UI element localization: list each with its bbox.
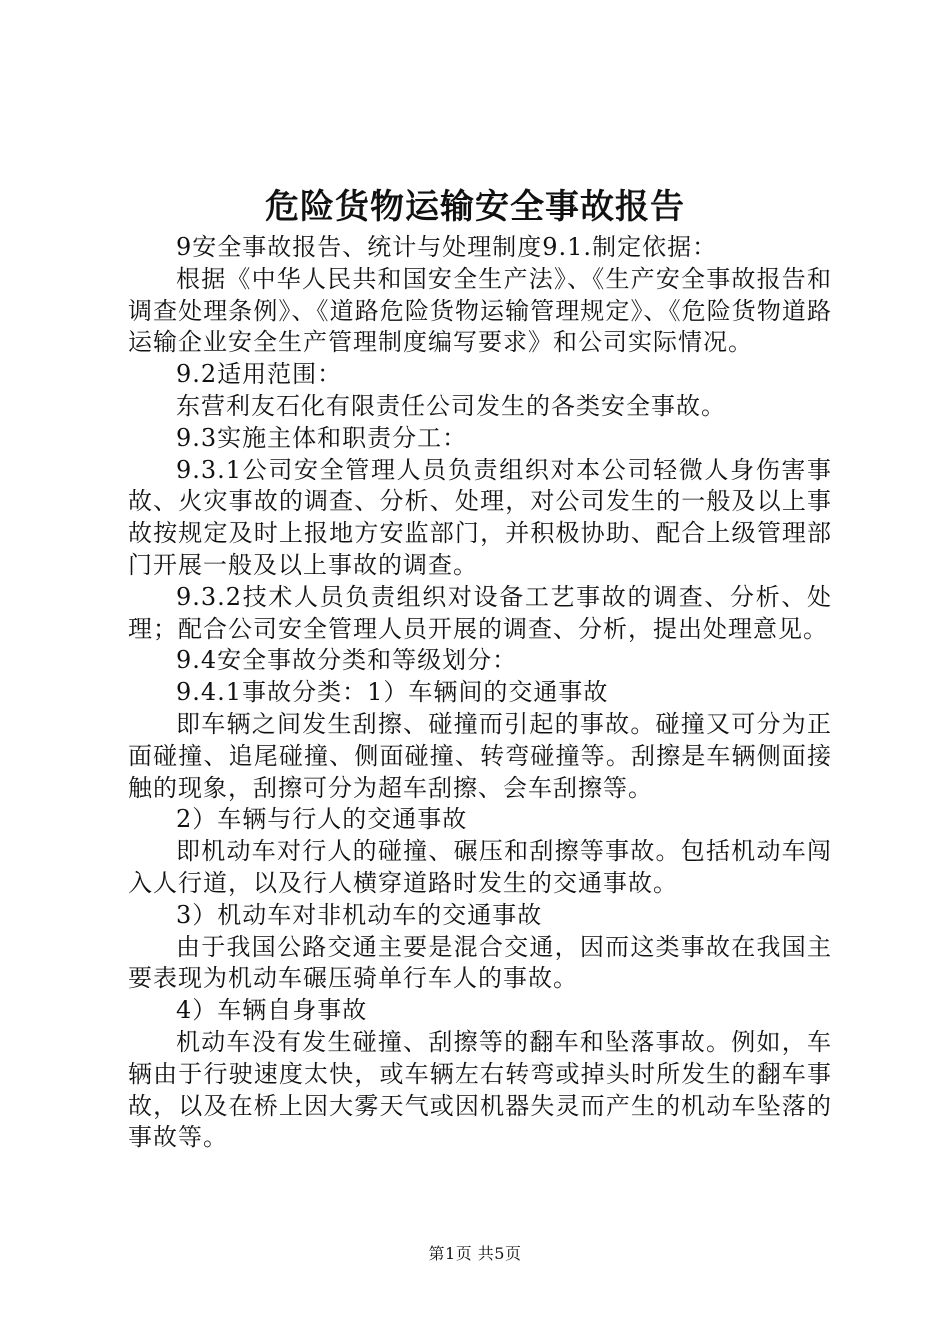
paragraph-section-9: 9安全事故报告、统计与处理制度9.1.制定依据： (176, 233, 718, 261)
paragraph-category-2: 2）车辆与行人的交通事故 (176, 805, 468, 834)
paragraph-category-1-detail: 即车辆之间发生刮擦、碰撞而引起的事故。碰撞又可分为正面碰撞、追尾碰撞、侧面碰撞、转弯碰撞等。刮擦是车辆侧面接触的现象，刮擦可分为超车刮擦、会车刮擦等。 (128, 709, 832, 802)
paragraph-duty-9-3-2: 9.3.2技术人员负责组织对设备工艺事故的调查、分析、处理；配合公司安全管理人员开展的调查、分析，提出处理意见。 (128, 582, 832, 643)
paragraph-scope: 东营利友石化有限责任公司发生的各类安全事故。 (176, 391, 726, 420)
paragraph-category-2-detail: 即机动车对行人的碰撞、碾压和刮擦等事故。包括机动车闯入人行道，以及行人横穿道路时发生的交通事故。 (128, 837, 832, 897)
paragraph-category-4: 4）车辆自身事故 (176, 996, 368, 1025)
document-title: 危险货物运输安全事故报告 (265, 187, 685, 227)
paragraph-category-1: 9.4.1事故分类：1）车辆间的交通事故 (176, 678, 609, 707)
paragraph-classification-heading: 9.4安全事故分类和等级划分： (176, 646, 518, 675)
paragraph-category-3-detail: 由于我国公路交通主要是混合交通，因而这类事故在我国主要表现为机动车碾压骑单行车人的事故。 (128, 932, 832, 993)
document-body (128, 232, 832, 1154)
paragraph-category-4-detail: 机动车没有发生碰撞、刮擦等的翻车和坠落事故。例如，车辆由于行驶速度太快，或车辆左右转弯或掉头时所发生的翻车事故，以及在桥上因大雾天气或因机器失灵而产生的机动车坠落的事故等。 (128, 1027, 832, 1152)
paragraph-duties-heading: 9.3实施主体和职责分工： (176, 423, 468, 452)
page-number: 第1页 共5页 (428, 1244, 522, 1263)
paragraph-duty-9-3-1: 9.3.1公司安全管理人员负责组织对本公司轻微人身伤害事故、火灾事故的调查、分析、处理，对公司发生的一般及以上事故按规定及时上报地方安监部门，并积极协助、配合上级管理部门开展一般及以上事故的调查。 (128, 455, 832, 579)
paragraph-scope-heading: 9.2适用范围： (176, 360, 343, 389)
paragraph-basis: 根据《中华人民共和国安全生产法》、《生产安全事故报告和调查处理条例》、《道路危险货物运输管理规定》、《危险货物道路运输企业安全生产管理制度编写要求》和公司实际情况。 (128, 264, 832, 357)
paragraph-category-3: 3）机动车对非机动车的交通事故 (176, 900, 543, 929)
